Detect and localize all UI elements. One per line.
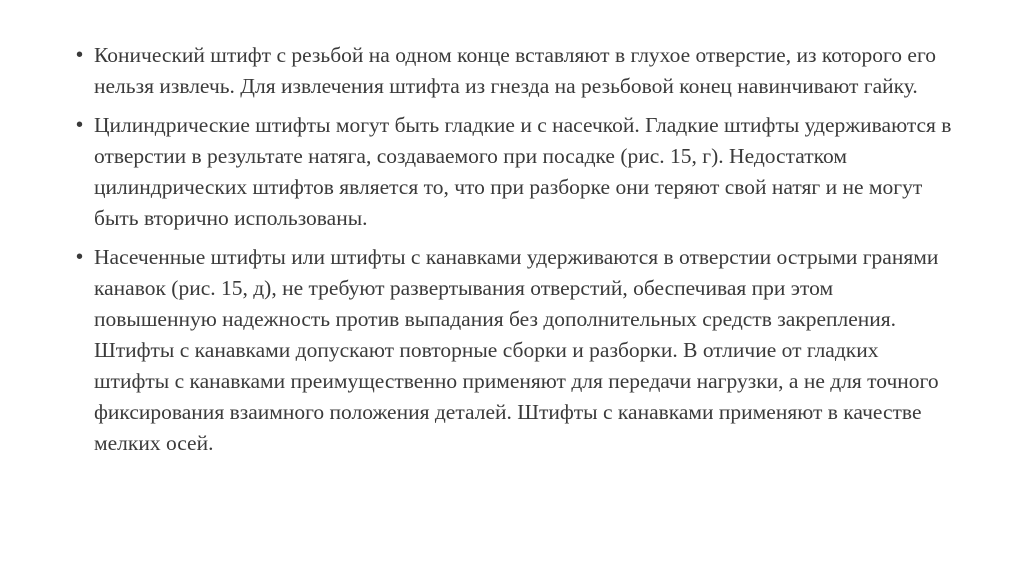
bullet-item-cylindrical-pins bbox=[72, 110, 952, 234]
bullet-list bbox=[72, 40, 952, 467]
bullet-item-grooved-pins bbox=[72, 242, 952, 459]
bullet-icon: • bbox=[76, 114, 84, 136]
bullet-text: Конический штифт с резьбой на одном конце вставляют в глухое отверстие, из которого его нельзя извлечь. Для извлечения штифта из гнезда на резьбовой конец навинчивают гайку. bbox=[94, 43, 937, 98]
bullet-text: Насеченные штифты или штифты с канавками удерживаются в отверстии острыми гранями канавок (рис. 15, д), не требуют развертывания отверстий, обеспечивая при этом повышенную надежность против выпадания без дополнительных средств закрепления. Штифты с канавками допускают повторные сборки и разборки. В отличие от гладких штифты с канавками преимущественно применяют для передачи нагрузки, а не для точного фиксирования взаимного положения деталей. Штифты с канавками применяют в качестве мелких осей. bbox=[94, 245, 939, 455]
bullet-icon: • bbox=[76, 44, 84, 66]
bullet-icon: • bbox=[76, 246, 84, 268]
bullet-text: Цилиндрические штифты могут быть гладкие и с насечкой. Гладкие штифты удерживаются в отверстии в результате натяга, создаваемого при посадке (рис. 15, г). Недостатком цилиндрических штифтов является то, что при разборке они теряют свой натяг и не могут быть вторично использованы. bbox=[94, 113, 952, 230]
bullet-item-tapered-pin bbox=[72, 40, 952, 102]
